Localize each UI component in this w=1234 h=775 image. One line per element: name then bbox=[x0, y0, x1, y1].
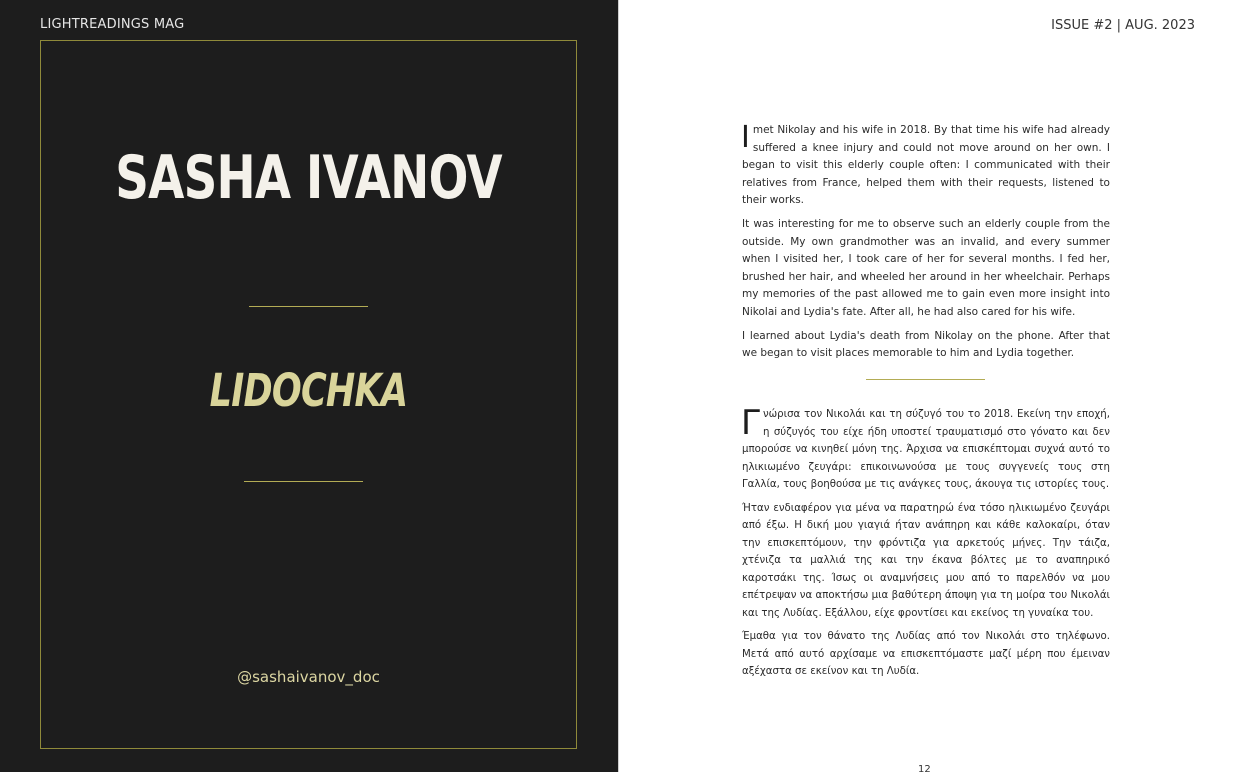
paragraph bbox=[742, 122, 1110, 210]
paragraph-text: νώρισα τον Νικολάι και τη σύζυγό του το 2018. Εκείνη την εποχή, η σύζυγός του είχε ήδη υποστεί τραυματισμό στο γόνατο και δεν μπορούσε να κινηθεί μόνη της. Άρχισα να επισκέπτομαι συχνά αυτό το ηλικιωμένο ζευγάρι: επικοινωνούσα με τους συγγενείς τους στη Γαλλία, τους βοηθούσα με τις ανάγκες τους, άκουγα τις ιστορίες τους. bbox=[742, 409, 1110, 490]
cover-page bbox=[0, 0, 618, 772]
decorative-divider-top bbox=[249, 306, 368, 307]
decorative-divider-bottom bbox=[244, 481, 363, 482]
author-name: SASHA IVANOV bbox=[115, 143, 502, 213]
magazine-name: LIGHTREADINGS MAG bbox=[40, 17, 185, 32]
paragraph bbox=[741, 403, 1110, 494]
paragraph: Έμαθα για τον θάνατο της Λυδίας από τον Νικολάι στο τηλέφωνο. Μετά από αυτό αρχίσαμε να επισκεπτόμαστε μαζί μέρη που έμειναν αξέχαστα σε εκείνον και τη Λυδία. bbox=[742, 631, 1110, 677]
article-greek bbox=[741, 403, 1110, 687]
paragraph: I learned about Lydia's death from Nikolay on the phone. After that we began to visit places memorable to him and Lydia together. bbox=[742, 329, 1110, 360]
drop-cap: I bbox=[741, 120, 750, 155]
paragraph-text: met Nikolay and his wife in 2018. By that time his wife had already suffered a knee injury and could not move around on her own. I began to visit this elderly couple often: I communicated with their relatives from France, helped them with their requests, listened to their works. bbox=[742, 124, 1110, 207]
author-handle: @sashaivanov_doc bbox=[237, 668, 380, 686]
page-gutter bbox=[618, 0, 619, 772]
page-number: 12 bbox=[918, 764, 931, 775]
drop-cap: Γ bbox=[741, 403, 760, 443]
article-english bbox=[742, 122, 1110, 369]
issue-info: ISSUE #2 | AUG. 2023 bbox=[1051, 18, 1195, 33]
section-divider bbox=[866, 379, 985, 380]
paragraph: It was interesting for me to observe such an elderly couple from the outside. My own grandmother was an invalid, and every summer when I visited her, I took care of her for several months. I fed her, brushed her hair, and wheeled her around in her wheelchair. Perhaps my memories of the past allowed me to gain even more insight into Nikolai and Lydia's fate. After all, he had also cared for his wife. bbox=[742, 217, 1110, 318]
paragraph: Ήταν ενδιαφέρον για μένα να παρατηρώ ένα τόσο ηλικιωμένο ζευγάρι από έξω. Η δική μου γιαγιά ήταν ανάπηρη και κάθε καλοκαίρι, όταν την επισκεπτόμουν, την φρόντιζα για αρκετούς μήνες. Την τάιζα, χτένιζα τα μαλλιά της και την έκανα βόλτες με το αναπηρικό καροτσάκι της. Ίσως οι αναμνήσεις μου από το παρελθόν να μου επέτρεψαν να αποκτήσω μια βαθύτερη άποψη για τη μοίρα του Νικολάι και της Λυδίας. Εξάλλου, είχε φροντίσει και εκείνος τη γυναίκα του. bbox=[742, 502, 1110, 619]
story-title: LIDOCHKA bbox=[209, 364, 408, 417]
